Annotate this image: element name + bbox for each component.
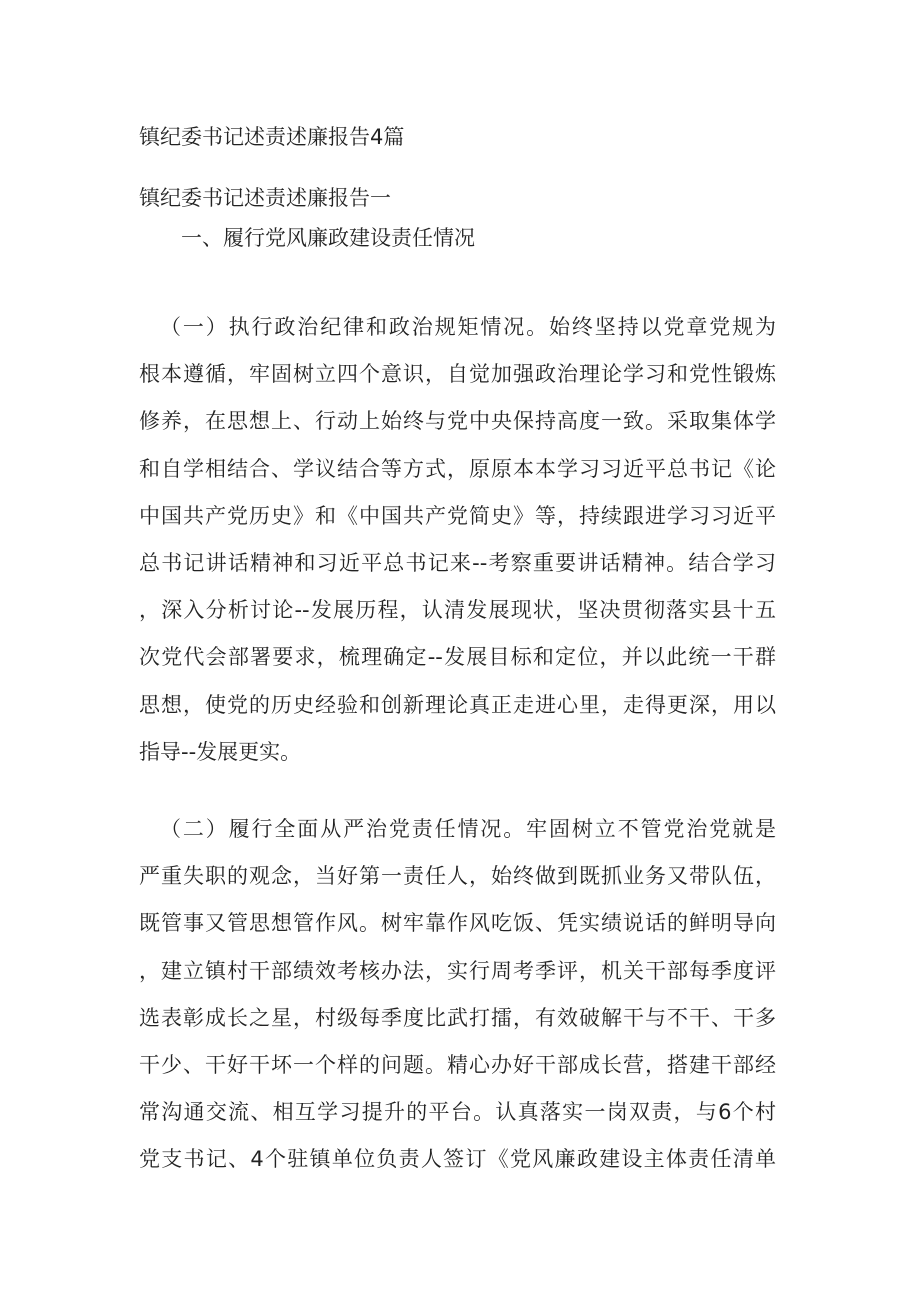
text-line: ，深入分析讨论--发展历程，认清发展现状，坚决贯彻落实县十五 bbox=[139, 598, 776, 623]
text-line: 思想，使党的历史经验和创新理论真正走进心里，走得更深，用以 bbox=[139, 692, 776, 717]
text-line: 常沟通交流、相互学习提升的平台。认真落实一岗双责，与6个村 bbox=[139, 1100, 776, 1125]
document-title: 镇纪委书记述责述廉报告4篇 bbox=[139, 125, 405, 149]
text-line: 指导--发展更实。 bbox=[139, 739, 302, 764]
text-line: 干少、干好干坏一个样的问题。精心办好干部成长营，搭建干部经 bbox=[139, 1053, 776, 1077]
text-line: 总书记讲话精神和习近平总书记来--考察重要讲话精神。结合学习 bbox=[139, 551, 776, 575]
text-line: 党支书记、4个驻镇单位负责人签订《党风廉政建设主体责任清单 bbox=[139, 1147, 776, 1172]
text-line: 既管事又管思想管作风。树牢靠作风吃饭、凭实绩说话的鲜明导向 bbox=[139, 911, 776, 936]
text-line: （二）履行全面从严治党责任情况。牢固树立不管党治党就是 bbox=[160, 817, 776, 841]
text-line: 根本遵循，牢固树立四个意识，自觉加强政治理论学习和党性锻炼 bbox=[139, 362, 776, 387]
text-line: 和自学相结合、学议结合等方式，原原本本学习习近平总书记《论 bbox=[139, 456, 776, 481]
text-line: 修养，在思想上、行动上始终与党中央保持高度一致。采取集体学 bbox=[139, 409, 776, 434]
text-line: 次党代会部署要求，梳理确定--发展目标和定位，并以此统一干群 bbox=[139, 645, 776, 670]
text-line: 严重失职的观念，当好第一责任人，始终做到既抓业务又带队伍， bbox=[139, 864, 776, 889]
text-line: 选表彰成长之星，村级每季度比武打擂，有效破解干与不干、干多 bbox=[139, 1005, 776, 1030]
text-line: ，建立镇村干部绩效考核办法，实行周考季评，机关干部每季度评 bbox=[139, 958, 776, 983]
section-heading: 一、履行党风廉政建设责任情况 bbox=[181, 226, 475, 250]
report-subtitle: 镇纪委书记述责述廉报告一 bbox=[139, 186, 391, 210]
text-line: 中国共产党历史》和《中国共产党简史》等，持续跟进学习习近平 bbox=[139, 503, 776, 528]
text-line: （一）执行政治纪律和政治规矩情况。始终坚持以党章党规为 bbox=[160, 315, 776, 339]
